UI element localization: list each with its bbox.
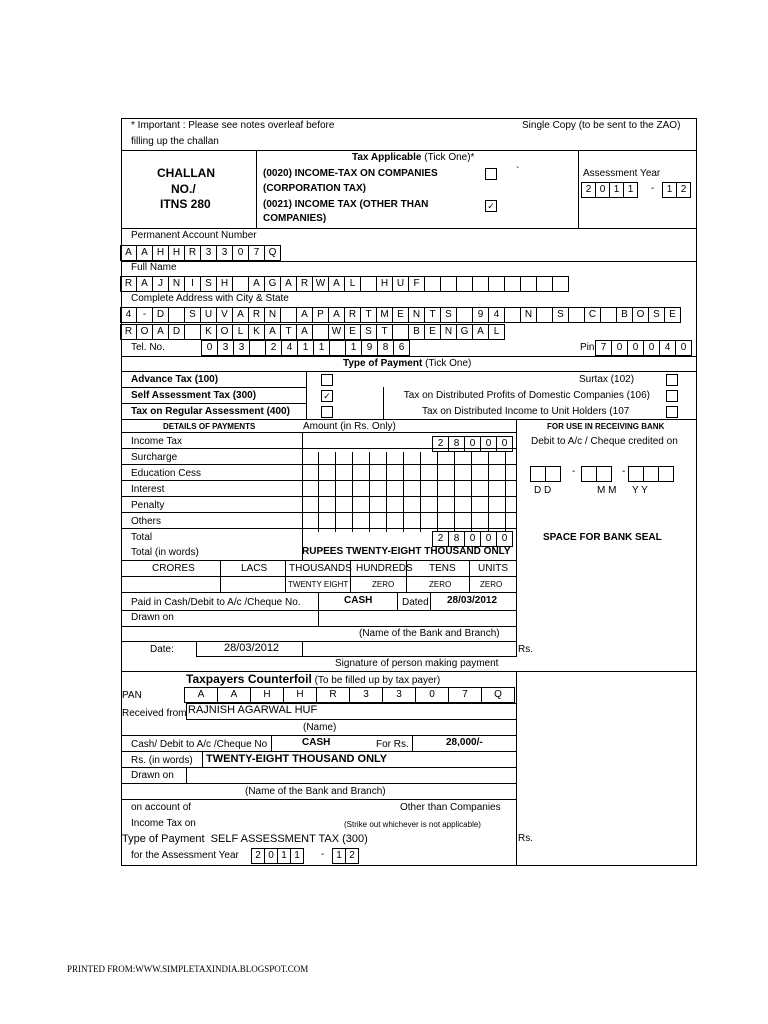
checkbox-distributed-income[interactable]: [666, 406, 678, 418]
tel-digit-cell: 0: [201, 340, 218, 356]
option-0020-cont: (CORPORATION TAX): [263, 183, 366, 194]
income-tax-digit-cell: 8: [448, 436, 465, 452]
counterfoil-pan-boxes[interactable]: [185, 687, 515, 703]
address-char-cell: K: [200, 324, 217, 340]
printed-from-footer: PRINTED FROM:WWW.SIMPLETAXINDIA.BLOGSPOT.COM: [67, 964, 309, 974]
income-tax-digit-cell: 0: [480, 436, 497, 452]
received-from-value[interactable]: RAJNISH AGARWAL HUF: [188, 704, 318, 716]
strike-note: (Strike out whichever is not applicable): [344, 820, 481, 829]
bank-date-mm[interactable]: [582, 466, 612, 482]
address-char-cell: R: [120, 324, 137, 340]
income-tax-on-label: Income Tax on: [131, 818, 196, 829]
stray-mark: `: [516, 166, 520, 177]
name-char-cell: H: [376, 276, 393, 292]
denom-units-value: ZERO: [480, 580, 503, 589]
address-char-cell: E: [392, 307, 409, 323]
denom-tens: TENS: [429, 563, 456, 574]
checkbox-self-assessment[interactable]: ✓: [321, 390, 333, 402]
tel-digit-cell: 2: [265, 340, 282, 356]
pin-digit-cell: 0: [643, 340, 660, 356]
name-char-cell: A: [280, 276, 297, 292]
pin-digit-cell: 7: [595, 340, 612, 356]
counterfoil-title: Taxpayers Counterfoil (To be filled up by tax payer): [186, 672, 441, 686]
address-char-cell: 4: [488, 307, 505, 323]
address-char-cell: A: [472, 324, 489, 340]
counterfoil-ay-dash: -: [321, 849, 325, 860]
address-label: Complete Address with City & State: [131, 293, 289, 304]
address-char-cell: O: [136, 324, 153, 340]
payment-row-label: Income Tax: [131, 436, 182, 447]
itns-280: ITNS 280: [160, 197, 211, 211]
address-char-cell: G: [456, 324, 473, 340]
pin-label: Pin: [580, 342, 595, 353]
address-char-cell: S: [552, 307, 569, 323]
address-char-cell: O: [632, 307, 649, 323]
checkbox-advance-tax[interactable]: [321, 374, 333, 386]
distributed-profits-label: Tax on Distributed Profits of Domestic Companies (106): [403, 390, 650, 401]
address-char-cell: T: [280, 324, 297, 340]
address-char-cell: S: [184, 307, 201, 323]
type-of-payment-heading: Type of Payment (Tick One): [343, 358, 472, 369]
checkbox-distributed-profits[interactable]: [666, 390, 678, 402]
address-char-cell: N: [408, 307, 425, 323]
payment-row-label: Penalty: [131, 500, 165, 511]
payment-row-label: Interest: [131, 484, 165, 495]
address-char-cell: N: [264, 307, 281, 323]
name-char-cell: [232, 276, 249, 292]
address-char-cell: C: [584, 307, 601, 323]
name-char-cell: A: [248, 276, 265, 292]
full-name-label: Full Name: [131, 262, 177, 273]
counterfoil-pan-cell: H: [250, 687, 284, 703]
pan-char-cell: 3: [200, 245, 217, 261]
counterfoil-pan-cell: A: [184, 687, 218, 703]
pin-digit-cell: 0: [627, 340, 644, 356]
for-ay-label: for the Assessment Year: [131, 850, 239, 861]
address-row1[interactable]: [121, 307, 681, 323]
denom-tens-value: ZERO: [429, 580, 452, 589]
name-char-cell: [536, 276, 553, 292]
assessment-year-label: Assessment Year: [583, 168, 661, 179]
address-char-cell: D: [168, 324, 185, 340]
address-char-cell: K: [248, 324, 265, 340]
bank-date-dash-1: -: [572, 466, 576, 477]
total-words-value: RUPEES TWENTY-EIGHT THOUSAND ONLY: [302, 546, 511, 557]
bank-heading: FOR USE IN RECEIVING BANK: [547, 422, 665, 431]
address-char-cell: B: [616, 307, 633, 323]
name-char-cell: J: [152, 276, 169, 292]
tel-digit-cell: 1: [313, 340, 330, 356]
tel-digit-cell: 4: [281, 340, 298, 356]
date-label: Date:: [150, 644, 174, 655]
single-copy-note: Single Copy (to be sent to the ZAO): [522, 120, 681, 131]
name-char-cell: F: [408, 276, 425, 292]
payment-row-label: Others: [131, 516, 162, 527]
advance-tax-label: Advance Tax (100): [131, 374, 219, 385]
pin-digit-cell: 0: [675, 340, 692, 356]
total-words-label: Total (in words): [131, 547, 199, 558]
tax-applicable-heading: Tax Applicable (Tick One)*: [352, 152, 475, 163]
address-char-cell: B: [408, 324, 425, 340]
option-0021: (0021) INCOME TAX (OTHER THAN: [263, 199, 429, 210]
address-char-cell: [168, 307, 185, 323]
address-char-cell: [312, 324, 329, 340]
name-char-cell: A: [328, 276, 345, 292]
counterfoil-bank-branch: (Name of the Bank and Branch): [245, 786, 386, 797]
name-char-cell: [440, 276, 457, 292]
pan-char-cell: Q: [264, 245, 281, 261]
tel-label: Tel. No.: [131, 342, 165, 353]
address-char-cell: S: [440, 307, 457, 323]
address-char-cell: S: [648, 307, 665, 323]
name-char-cell: [504, 276, 521, 292]
tel-digit-cell: 1: [297, 340, 314, 356]
address-char-cell: A: [296, 307, 313, 323]
name-char-cell: R: [296, 276, 313, 292]
signature-label: Signature of person making payment: [335, 658, 499, 669]
total-digit-cell: 0: [480, 531, 497, 547]
denom-thousands: THOUSANDS: [289, 563, 352, 574]
address-char-cell: A: [328, 307, 345, 323]
address-char-cell: T: [376, 324, 393, 340]
pan-char-cell: A: [136, 245, 153, 261]
address-char-cell: N: [520, 307, 537, 323]
name-char-cell: [472, 276, 489, 292]
assessment-year-a: 2 0 1 1: [582, 182, 638, 198]
address-char-cell: A: [232, 307, 249, 323]
counterfoil-ay-a[interactable]: 2 0 1 1: [252, 848, 304, 864]
on-account-label: on account of: [131, 802, 192, 813]
address-char-cell: W: [328, 324, 345, 340]
name-char-cell: [520, 276, 537, 292]
address-char-cell: A: [152, 324, 169, 340]
tel-digit-cell: 9: [361, 340, 378, 356]
address-char-cell: [536, 307, 553, 323]
tel-boxes[interactable]: [202, 340, 410, 356]
address-char-cell: T: [424, 307, 441, 323]
challan-no: NO./: [171, 182, 196, 196]
address-char-cell: S: [360, 324, 377, 340]
option-0020: (0020) INCOME-TAX ON COMPANIES: [263, 168, 438, 179]
pan-boxes[interactable]: [121, 245, 281, 261]
drawn-on-label: Drawn on: [131, 612, 174, 623]
dated-label: Dated: [402, 597, 429, 608]
checkbox-regular-assessment[interactable]: [321, 406, 333, 418]
counterfoil-pan-cell: H: [283, 687, 317, 703]
counterfoil-pan-cell: 3: [349, 687, 383, 703]
name-char-cell: [488, 276, 505, 292]
denom-thousands-value: TWENTY EIGHT: [288, 580, 349, 589]
address-char-cell: [184, 324, 201, 340]
pin-digit-cell: 4: [659, 340, 676, 356]
denom-units: UNITS: [478, 563, 508, 574]
pan-label: Permanent Account Number: [131, 230, 257, 241]
amount-heading: Amount (in Rs. Only): [303, 421, 396, 432]
name-label: (Name): [303, 722, 337, 733]
payment-row-label: Education Cess: [131, 468, 202, 479]
pan-char-cell: R: [184, 245, 201, 261]
date-value[interactable]: 28/03/2012: [224, 642, 280, 654]
name-char-cell: S: [200, 276, 217, 292]
name-char-cell: U: [392, 276, 409, 292]
paid-label: Paid in Cash/Debit to A/c /Cheque No.: [131, 597, 301, 608]
address-char-cell: M: [376, 307, 393, 323]
address-char-cell: N: [440, 324, 457, 340]
address-char-cell: [600, 307, 617, 323]
for-rs-value[interactable]: 28,000/-: [446, 737, 483, 748]
pin-digit-cell: 0: [611, 340, 628, 356]
tel-digit-cell: 8: [377, 340, 394, 356]
important-note: * Important : Please see notes overleaf before: [131, 120, 335, 131]
payment-row-label: Surcharge: [131, 452, 178, 463]
dated-value[interactable]: 28/03/2012: [447, 595, 498, 606]
distributed-income-label: Tax on Distributed Income to Unit Holders (107: [422, 406, 630, 417]
name-char-cell: A: [136, 276, 153, 292]
checkbox-0021[interactable]: ✓: [485, 200, 497, 212]
address-char-cell: D: [152, 307, 169, 323]
income-tax-digit-cell: 2: [432, 436, 449, 452]
counterfoil-pan-label: PAN: [122, 690, 142, 701]
self-assessment-label: Self Assessment Tax (300): [131, 390, 257, 401]
address-char-cell: E: [424, 324, 441, 340]
tel-digit-cell: 6: [393, 340, 410, 356]
cash-label: Cash/ Debit to A/c /Cheque No: [131, 739, 268, 750]
pan-char-cell: 7: [248, 245, 265, 261]
denom-lacs: LACS: [241, 563, 268, 574]
address-char-cell: [504, 307, 521, 323]
bank-debit-label: Debit to A/c / Cheque credited on: [531, 436, 678, 447]
rs-words-value[interactable]: TWENTY-EIGHT THOUSAND ONLY: [206, 753, 388, 765]
address-char-cell: [568, 307, 585, 323]
address-char-cell: [280, 307, 297, 323]
name-char-cell: L: [344, 276, 361, 292]
pan-char-cell: A: [120, 245, 137, 261]
denom-crores: CRORES: [152, 563, 195, 574]
name-char-cell: [424, 276, 441, 292]
address-char-cell: -: [136, 307, 153, 323]
assessment-year-dash: -: [651, 183, 655, 194]
assessment-year-b: 1 2: [663, 182, 691, 198]
counterfoil-pan-cell: R: [316, 687, 350, 703]
address-char-cell: V: [216, 307, 233, 323]
tel-digit-cell: [249, 340, 266, 356]
denom-hundreds-value: ZERO: [372, 580, 395, 589]
total-digit-cell: 0: [496, 531, 513, 547]
total-digit-cell: 8: [448, 531, 465, 547]
name-char-cell: R: [120, 276, 137, 292]
bank-date-mm-label: M M: [597, 485, 617, 496]
address-char-cell: 9: [472, 307, 489, 323]
bank-seal-space: SPACE FOR BANK SEAL: [543, 532, 662, 543]
address-char-cell: [456, 307, 473, 323]
address-char-cell: L: [232, 324, 249, 340]
counterfoil-ay-b[interactable]: 1 2: [333, 848, 359, 864]
name-char-cell: I: [184, 276, 201, 292]
cash-value[interactable]: CASH: [302, 737, 331, 748]
rs-words-label: Rs. (in words): [131, 755, 193, 766]
important-note-cont: filling up the challan: [131, 136, 219, 147]
address-char-cell: E: [664, 307, 681, 323]
checkbox-0020[interactable]: [485, 168, 497, 180]
counterfoil-pan-cell: 0: [415, 687, 449, 703]
tel-digit-cell: 3: [217, 340, 234, 356]
denom-hundreds: HUNDREDS: [356, 563, 413, 574]
counterfoil-pan-cell: 7: [448, 687, 482, 703]
pan-char-cell: 3: [216, 245, 233, 261]
income-tax-digit-cell: 0: [496, 436, 513, 452]
surtax-label: Surtax (102): [579, 374, 635, 385]
address-row2[interactable]: [121, 324, 505, 340]
address-char-cell: A: [264, 324, 281, 340]
address-char-cell: P: [312, 307, 329, 323]
type-of-payment-counterfoil: Type of Payment SELF ASSESSMENT TAX (300): [122, 833, 368, 845]
name-char-cell: N: [168, 276, 185, 292]
bank-date-dd[interactable]: [531, 466, 561, 482]
address-char-cell: A: [296, 324, 313, 340]
challan-title: CHALLAN: [157, 166, 215, 180]
other-than-companies: Other than Companies: [400, 802, 501, 813]
full-name-boxes[interactable]: [121, 276, 569, 292]
regular-assessment-label: Tax on Regular Assessment (400): [131, 406, 290, 417]
name-char-cell: [360, 276, 377, 292]
address-char-cell: E: [344, 324, 361, 340]
tel-digit-cell: [329, 340, 346, 356]
checkbox-surtax[interactable]: [666, 374, 678, 386]
option-0021-cont: COMPANIES): [263, 213, 327, 224]
address-char-cell: R: [248, 307, 265, 323]
bank-branch-label: (Name of the Bank and Branch): [359, 628, 500, 639]
address-char-cell: L: [488, 324, 505, 340]
address-char-cell: 4: [120, 307, 137, 323]
total-digit-cell: 0: [464, 531, 481, 547]
address-char-cell: T: [360, 307, 377, 323]
bank-date-dash-2: -: [622, 466, 626, 477]
pin-boxes[interactable]: [596, 340, 692, 356]
details-of-payments-heading: DETAILS OF PAYMENTS: [163, 422, 256, 431]
counterfoil-drawn-on: Drawn on: [131, 770, 174, 781]
payment-row-label: Total: [131, 532, 153, 543]
name-char-cell: G: [264, 276, 281, 292]
address-char-cell: O: [216, 324, 233, 340]
bank-date-dd-label: D D: [534, 485, 552, 496]
for-rs-label: For Rs.: [376, 739, 409, 750]
name-char-cell: W: [312, 276, 329, 292]
counterfoil-pan-cell: A: [217, 687, 251, 703]
counterfoil-pan-cell: 3: [382, 687, 416, 703]
rs-counterfoil: Rs.: [518, 833, 533, 844]
paid-value[interactable]: CASH: [344, 595, 373, 606]
pan-char-cell: 0: [232, 245, 249, 261]
name-char-cell: [552, 276, 569, 292]
pan-char-cell: H: [168, 245, 185, 261]
name-char-cell: H: [216, 276, 233, 292]
address-char-cell: U: [200, 307, 217, 323]
total-amount[interactable]: [433, 531, 513, 547]
pan-char-cell: H: [152, 245, 169, 261]
bank-date-yy[interactable]: [629, 466, 674, 482]
tel-digit-cell: 1: [345, 340, 362, 356]
income-tax-digit-cell: 0: [464, 436, 481, 452]
bank-date-yy-label: Y Y: [632, 485, 648, 496]
counterfoil-pan-cell: Q: [481, 687, 515, 703]
name-char-cell: [456, 276, 473, 292]
tel-digit-cell: 3: [233, 340, 250, 356]
received-from-label: Received from: [122, 708, 187, 719]
address-char-cell: [392, 324, 409, 340]
rs-bank: Rs.: [518, 644, 533, 655]
income-tax-amount[interactable]: [433, 436, 513, 452]
address-char-cell: R: [344, 307, 361, 323]
total-digit-cell: 2: [432, 531, 449, 547]
